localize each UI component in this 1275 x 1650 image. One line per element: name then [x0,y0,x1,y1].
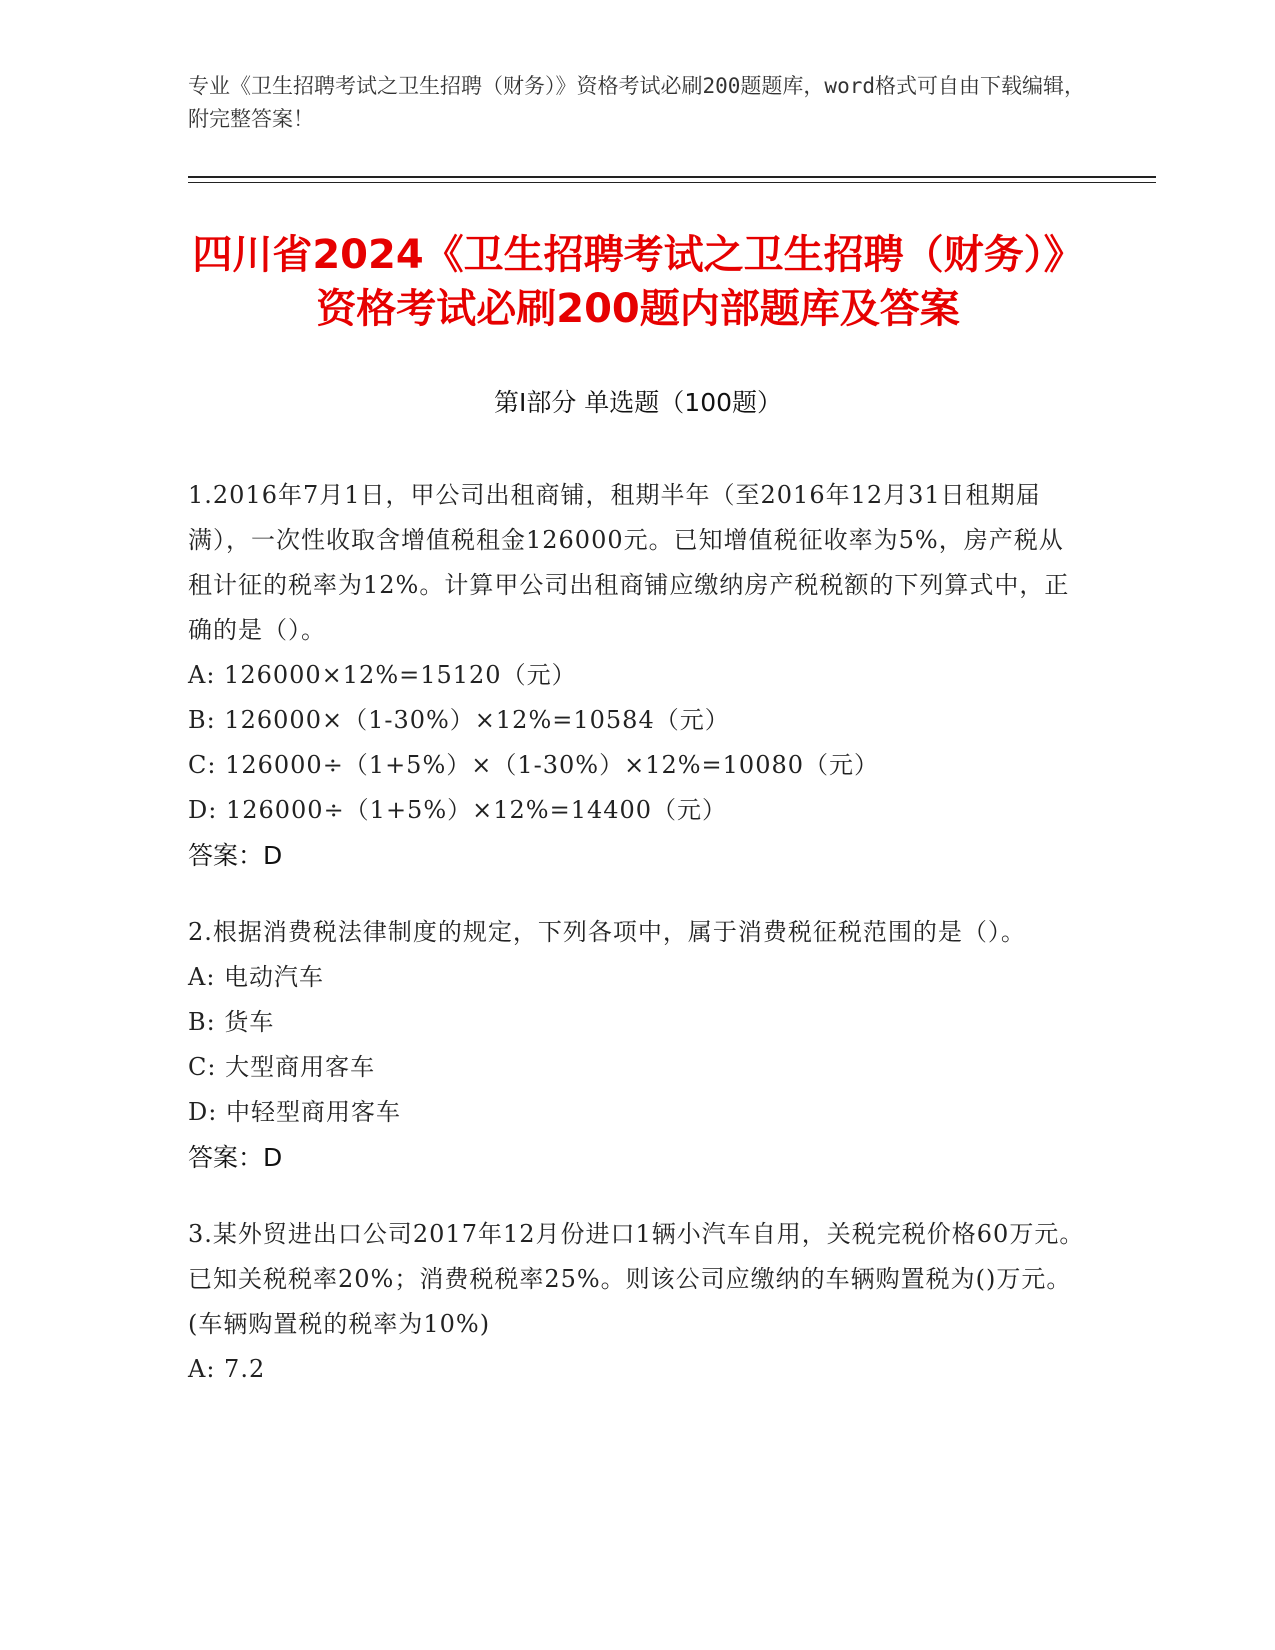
question-1 [188,473,1088,878]
option-c: C: 126000÷（1+5%）×（1-30%）×12%=10080（元） [188,751,879,779]
option-c: C: 大型商用客车 [188,1053,376,1081]
question-2 [188,910,1088,1180]
section-heading: 第Ⅰ部分 单选题（100题） [493,388,783,417]
option-a: A: 7.2 [188,1355,266,1383]
question-list [188,473,1088,1424]
header-note: 专业《卫生招聘考试之卫生招聘（财务）》资格考试必刷200题题库，word格式可自由下载编辑，附完整答案！ [188,74,1085,131]
option-a: A: 电动汽车 [188,963,325,991]
question-stem: 3.某外贸进出口公司2017年12月份进口1辆小汽车自用，关税完税价格60万元。已知关税税率20%；消费税税率25%。则该公司应缴纳的车辆购置税为()万元。(车辆购置税的税率为10%) [188,1220,1085,1338]
option-b: B: 货车 [188,1008,275,1036]
question-stem: 2.根据消费税法律制度的规定，下列各项中，属于消费税征税范围的是（）。 [188,918,1026,946]
option-b: B: 126000×（1-30%）×12%=10584（元） [188,706,730,734]
option-d: D: 中轻型商用客车 [188,1098,401,1126]
question-stem: 1.2016年7月1日，甲公司出租商铺，租期半年（至2016年12月31日租期届满），一次性收取含增值税租金126000元。已知增值税征收率为5%，房产税从租计征的税率为12%。计算甲公司出租商铺应缴纳房产税税额的下列算式中，正确的是（）。 [188,481,1070,644]
header-rule-thick [188,176,1156,178]
option-d: D: 126000÷（1+5%）×12%=14400（元） [188,796,728,824]
option-a: A: 126000×12%=15120（元） [188,661,577,689]
answer: 答案：D [188,1143,283,1172]
document-title: 四川省2024《卫生招聘考试之卫生招聘（财务）》资格考试必刷200题内部题库及答案 [192,232,1084,332]
answer: 答案：D [188,841,283,870]
question-3 [188,1212,1088,1392]
header-rule-thin [188,182,1156,183]
